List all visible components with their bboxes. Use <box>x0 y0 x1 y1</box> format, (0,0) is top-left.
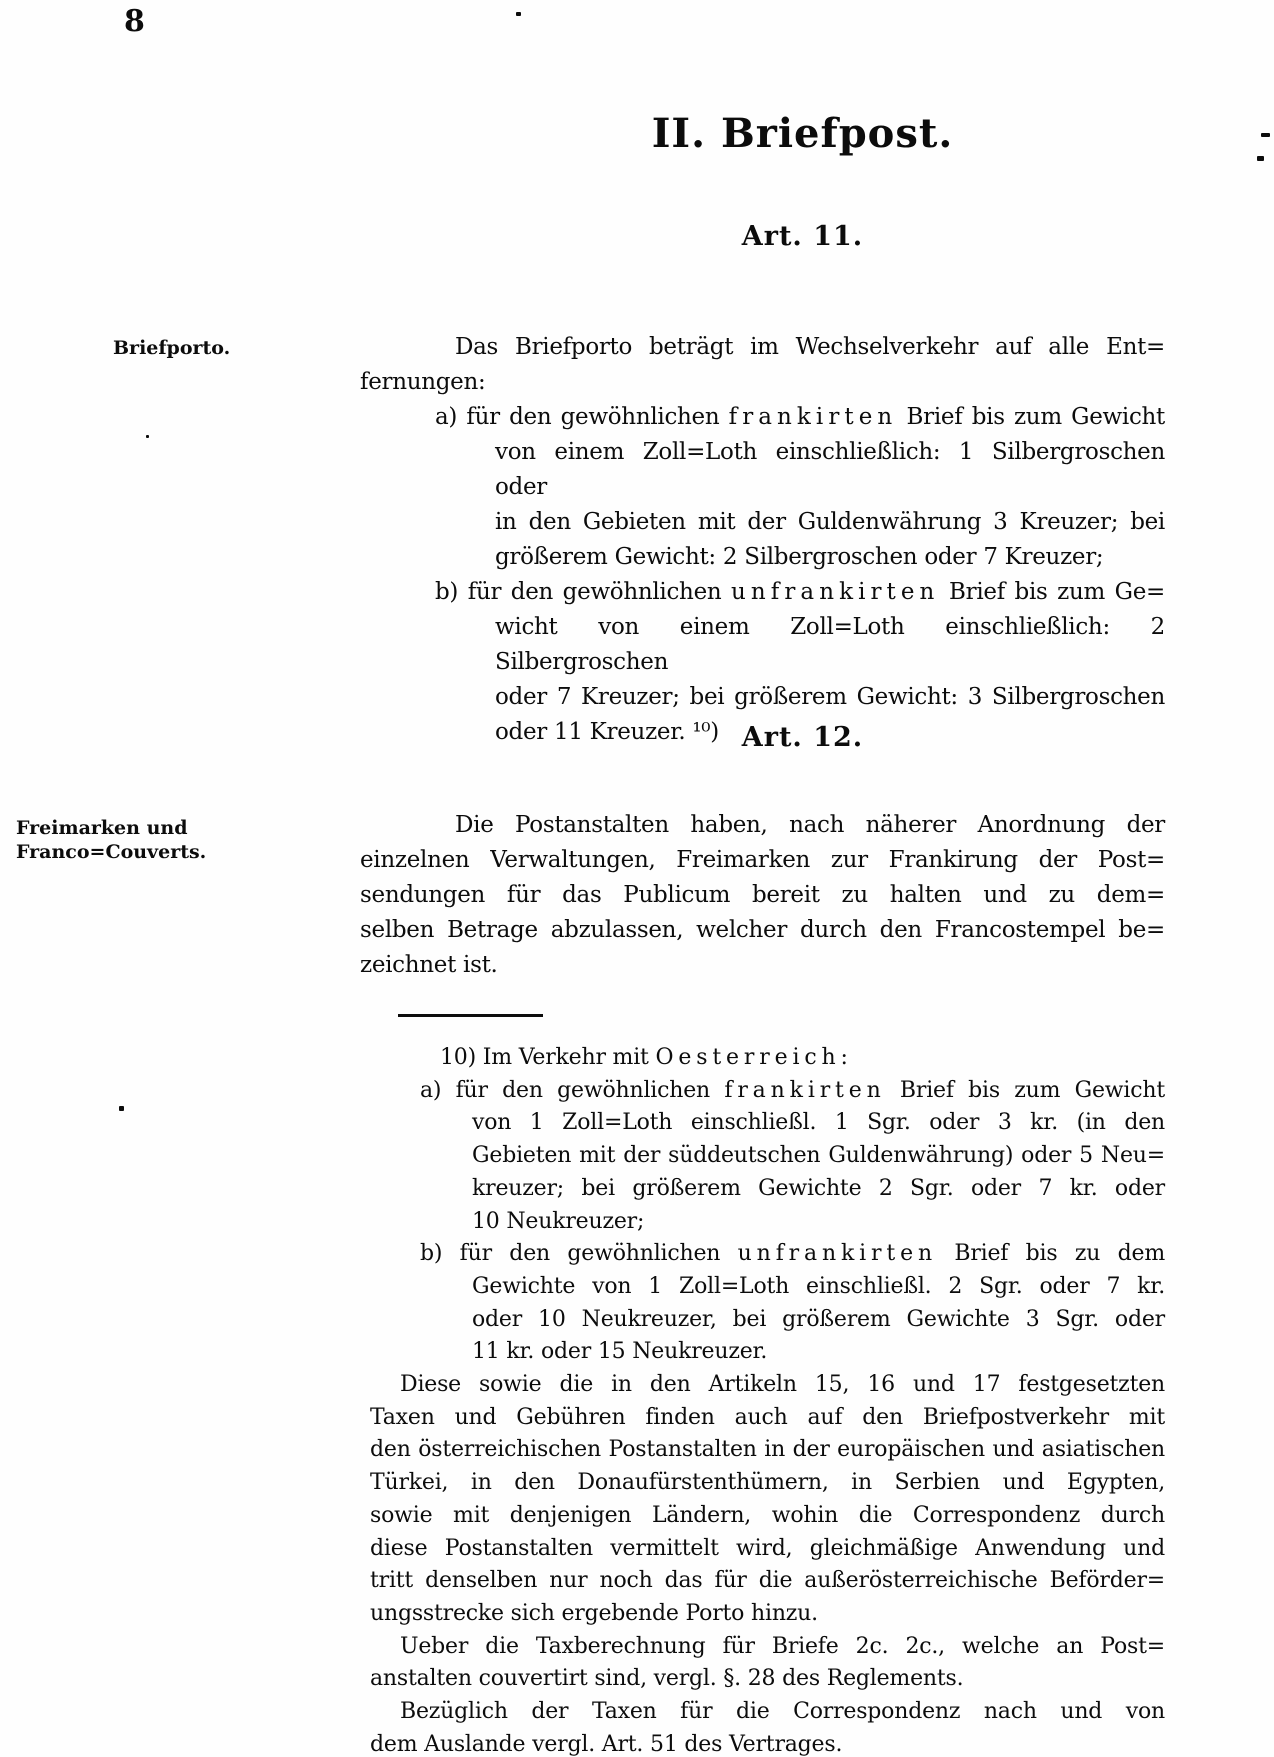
text-line: b) für den gewöhnlichen unfrankirten Brief bis zu dem <box>420 1241 1165 1267</box>
text-line: größerem Gewicht: 2 Silbergroschen oder 7 Kreuzer; <box>495 544 1104 570</box>
text-line: wicht von einem Zoll=Loth einschließlich: 2 Silbergroschen <box>495 614 1165 675</box>
text-line: von einem Zoll=Loth einschließlich: 1 Silbergroschen oder <box>495 439 1165 500</box>
scan-artifact <box>119 1106 124 1111</box>
page-number: 8 <box>124 4 145 39</box>
article-12-paragraph <box>360 808 1165 983</box>
text-line: sowie mit denjenigen Ländern, wohin die Correspondenz durch <box>370 1502 1165 1528</box>
text-line: diese Postanstalten vermittelt wird, gleichmäßige Anwendung und <box>370 1535 1165 1561</box>
text-line: dem Auslande vergl. Art. 51 des Vertrages. <box>370 1731 843 1757</box>
text-line: ungsstrecke sich ergebende Porto hinzu. <box>370 1600 818 1626</box>
text-line: a) für den gewöhnlichen frankirten Brief bis zum Gewicht <box>435 404 1165 430</box>
text-line: anstalten couvertirt sind, vergl. §. 28 des Reglements. <box>370 1666 964 1692</box>
margin-note-freimarken: Freimarken und Franco=Couverts. <box>16 817 207 863</box>
text-line: 10) Im Verkehr mit Oesterreich: <box>440 1045 848 1070</box>
footnote-block <box>370 1042 1165 1757</box>
text-line: Das Briefporto beträgt im Wechselverkehr auf alle Ent= <box>455 334 1165 360</box>
text-line: Taxen und Gebühren finden auch auf den Briefpostverkehr mit <box>370 1404 1165 1430</box>
text-line: tritt denselben nur noch das für die außerösterreichische Beförder= <box>370 1568 1165 1594</box>
margin-note-briefporto: Briefporto. <box>113 337 231 359</box>
text-line: a) für den gewöhnlichen frankirten Brief bis zum Gewicht <box>420 1077 1165 1103</box>
text-line: Gebieten mit der süddeutschen Guldenwährung) oder 5 Neu= <box>472 1143 1165 1169</box>
text-line: zeichnet ist. <box>360 952 498 978</box>
text-line: Gewichte von 1 Zoll=Loth einschließl. 2 Sgr. oder 7 kr. <box>472 1273 1165 1299</box>
scan-artifact <box>516 12 521 16</box>
text-line: Diese sowie die in den Artikeln 15, 16 und 17 festgesetzten <box>400 1372 1165 1398</box>
text-line: Ueber die Taxberechnung für Briefe 2c. 2c., welche an Post= <box>400 1633 1165 1659</box>
text-line: 11 kr. oder 15 Neukreuzer. <box>472 1339 768 1365</box>
text-line: kreuzer; bei größerem Gewichte 2 Sgr. oder 7 kr. oder <box>472 1175 1165 1201</box>
section-title: II. Briefpost. <box>651 110 954 157</box>
text-line: b) für den gewöhnlichen unfrankirten Brief bis zum Ge= <box>435 579 1165 605</box>
article-12-heading: Art. 12. <box>741 722 864 753</box>
text-line: einzelnen Verwaltungen, Freimarken zur Frankirung der Post= <box>360 847 1165 873</box>
text-line: in den Gebieten mit der Guldenwährung 3 Kreuzer; bei <box>495 509 1165 535</box>
footnote-separator <box>398 1014 543 1017</box>
scan-artifact <box>1257 156 1264 161</box>
text-line: Bezüglich der Taxen für die Correspondenz nach und von <box>400 1699 1165 1725</box>
text-line: selben Betrage abzulassen, welcher durch den Francostempel be= <box>360 917 1165 943</box>
text-line: fernungen: <box>360 369 486 395</box>
text-line: Die Postanstalten haben, nach näherer Anordnung der <box>455 812 1165 838</box>
text-line: oder 7 Kreuzer; bei größerem Gewicht: 3 Silbergroschen <box>495 684 1165 710</box>
text-line: von 1 Zoll=Loth einschließl. 1 Sgr. oder 3 kr. (in den <box>472 1110 1165 1136</box>
text-line: oder 10 Neukreuzer, bei größerem Gewichte 3 Sgr. oder <box>472 1306 1165 1332</box>
text-line: Türkei, in den Donaufürstenthümern, in Serbien und Egypten, <box>370 1470 1165 1496</box>
text-line: 10 Neukreuzer; <box>472 1208 645 1234</box>
article-11-heading: Art. 11. <box>741 221 864 252</box>
scan-artifact <box>1261 133 1270 137</box>
text-line: sendungen für das Publicum bereit zu halten und zu dem= <box>360 882 1165 908</box>
text-line: oder 11 Kreuzer. ¹⁰) <box>495 719 719 745</box>
text-line: den österreichischen Postanstalten in der europäischen und asiatischen <box>370 1437 1165 1463</box>
scan-artifact <box>146 435 149 438</box>
article-11-paragraph <box>360 330 1165 750</box>
